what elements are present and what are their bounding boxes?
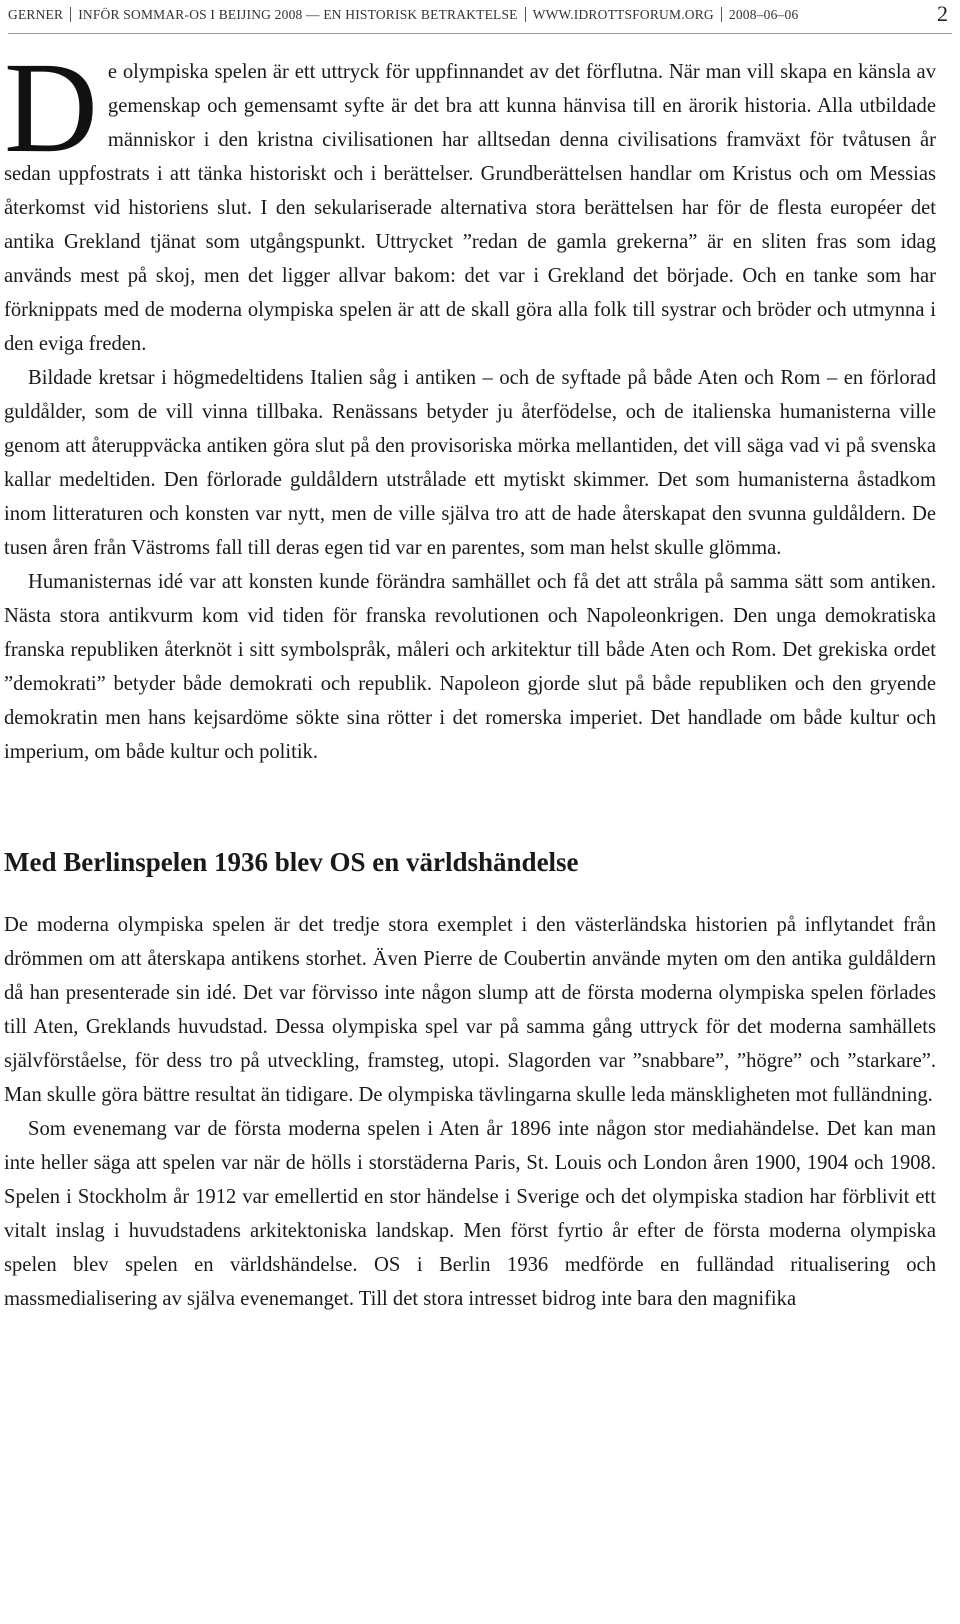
page-header xyxy=(8,1,952,30)
article-body xyxy=(4,36,936,1316)
header-rule xyxy=(8,33,952,34)
spacer xyxy=(4,878,936,908)
publish-date: 2008–06–06 xyxy=(728,7,799,22)
header-divider xyxy=(70,7,71,22)
paragraph: Bildade kretsar i högmedeltidens Italien såg i antiken – och de syftade på både Aten och Rom – en förlorad guldålder, som de vill vinna tillbaka. Renässans betyder ju återfödelse, och de italienska humanisterna ville genom att återuppväcka antiken göra slut på den provisoriska mörka mellantiden, det vill säga vad vi på svenska kallar medeltiden. Den förlorade guldåldern utstrålade ett mytiskt skimmer. Det som humanisterna åstadkom inom litteraturen och konsten var nytt, men de ville själva tro att de hade återskapat den svunna guldåldern. De tusen åren från Västroms fall till deras egen tid var en parentes, som man helst skulle glömma. xyxy=(4,367,936,559)
running-header xyxy=(8,7,798,23)
paragraph: Humanisternas idé var att konsten kunde förändra samhället och få det att stråla på samma sätt som antiken. Nästa stora antikvurm kom vid tiden för franska revolutionen och Napoleonkrigen. Den unga demokratiska franska republiken återknöt i sitt symbolspråk, måleri och arkitektur till både Aten och Rom. Det grekiska ordet ”demokrati” betyder både demokrati och republik. Napoleon gjorde slut på både republiken och den gryende demokratin men hans kejsardöme sökte sina rötter i det romerska imperiet. Det handlade om både kultur och imperium, om både kultur och politik. xyxy=(4,571,936,763)
author-name: GERNER xyxy=(8,7,64,22)
section-heading: Med Berlinspelen 1936 blev OS en världshändelse xyxy=(4,847,579,877)
website-link[interactable]: WWW.IDROTTSFORUM.ORG xyxy=(532,7,714,22)
paragraph: De moderna olympiska spelen är det tredje stora exemplet i den västerländska historien på inflytandet från drömmen om att återskapa antikens storhet. Även Pierre de Coubertin använde myten om den antika guldåldern då han presenterade sin idé. Det var förvisso inte någon slump att de första moderna olympiska spelen förlades till Aten, Greklands huvudstad. Dessa olympiska spel var på samma gång uttryck för det moderna samhällets självförståelse, för dess tro på utveckling, framsteg, utopi. Slagorden var ”snabbare”, ”högre” och ”starkare”. Man skulle göra bättre resultat än tidigare. De olympiska tävlingarna skulle leda mänskligheten mot fulländning. xyxy=(4,914,936,1106)
page-number: 2 xyxy=(937,1,948,26)
header-divider xyxy=(525,7,526,22)
paragraph-intro xyxy=(4,36,936,361)
spacer xyxy=(4,769,936,847)
article-title: INFÖR SOMMAR-OS I BEIJING 2008 — EN HISTORISK BETRAKTELSE xyxy=(78,7,518,22)
paragraph: Som evenemang var de första moderna spelen i Aten år 1896 inte någon stor mediahändelse. Det kan man inte heller säga att spelen var när de hölls i storstäderna Paris, St. Louis och London åren 1900, 1904 och 1908. Spelen i Stockholm år 1912 var emellertid en stor händelse i Sverige och det olympiska stadion har förblivit ett vitalt inslag i huvudstadens arkitektoniska landskap. Men först fyrtio år efter de första moderna olympiska spelen blev spelen en världshändelse. OS i Berlin 1936 medförde en fulländad ritualisering och massmedialisering av själva evenemanget. Till det stora intresset bidrog inte bara den magnifika xyxy=(4,1118,936,1310)
header-divider xyxy=(721,7,722,22)
drop-cap: D xyxy=(4,36,98,180)
paragraph-intro-text: e olympiska spelen är ett uttryck för uppfinnandet av det förflutna. När man vill skapa en känsla av gemenskap och gemensamt syfte är det bra att kunna hänvisa till en ärorik historia. Alla utbildade människor i den kristna civilisationen har alltsedan denna civilisations framväxt för tvåtusen år sedan uppfostrats i att tänka historiskt och i berättelser. Grundberättelsen handlar om Kristus och om Messias återkomst vid historiens slut. I den sekulariserade alternativa stora berättelsen har för de flesta européer det antika Grekland tjänat som utgångspunkt. Uttrycket ”redan de gamla grekerna” är en sliten fras som idag används mest på skoj, men det ligger allvar bakom: det var i Grekland det började. Och en tanke som har förknippats med de moderna olympiska spelen är att de skall göra alla folk till systrar och bröder och utmynna i den eviga freden. xyxy=(4,61,936,355)
